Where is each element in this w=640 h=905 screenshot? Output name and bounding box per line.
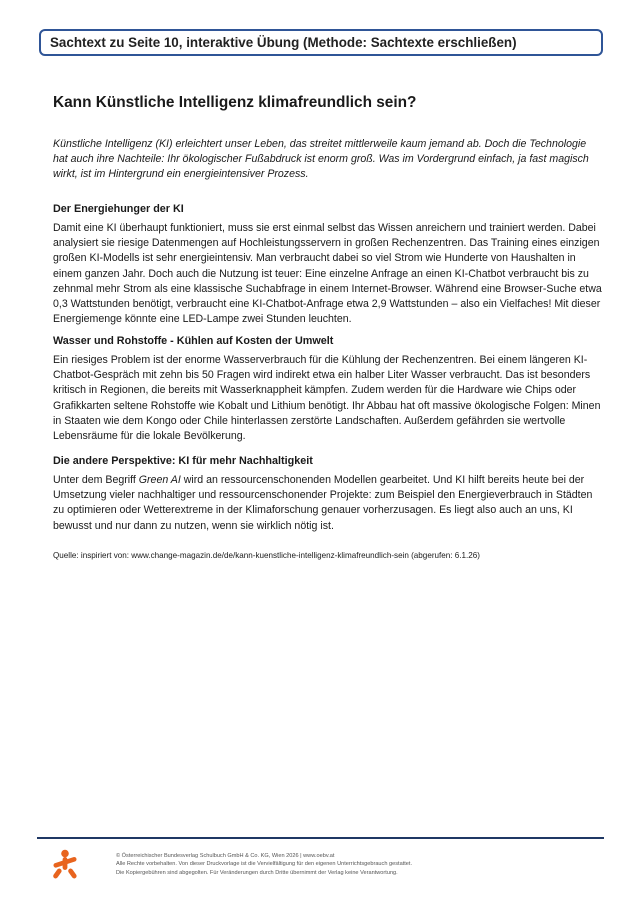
section-body-energy: Damit eine KI überhaupt funktioniert, muss sie erst einmal selbst das Wissen anreichern und trainiert werden. Dabei analysiert sie riesige Datenmengen auf Hochleistungsservern in großen Rechenzentren. Das Training eines einzigen großen KI-Modells ist sehr energieintensiv. Man verbraucht dabei so viel Strom wie Hunderte von Haushalten in einem ganzen Jahr. Doch auch die Nutzung ist teuer: Eine einzelne Anfrage an einen KI-Chatbot verbraucht bis zu zehnmal mehr Strom als eine klassische Suchabfrage in einem Internet-Browser. Während eine Browser-Suche etwa 0,3 Wattstunden benötigt, verbraucht eine KI-Chatbot-Anfrage etwa 2,9 Wattstunden – also ein Vielfaches! Mit dieser Energiemenge könnte eine LED-Lampe zwei Stunden leuchten. bbox=[53, 222, 602, 326]
section-body-perspective bbox=[53, 473, 603, 534]
section-heading-water: Wasser und Rohstoffe - Kühlen auf Kosten der Umwelt bbox=[53, 335, 334, 347]
article-title: Kann Künstliche Intelligenz klimafreundlich sein? bbox=[53, 94, 417, 111]
green-ai-term: Green AI bbox=[138, 474, 181, 486]
article-intro: Künstliche Intelligenz (KI) erleichtert unser Leben, das streitet mittlerweile kaum jemand ab. Doch die Technologie hat auch ihre Nachteile: Ihr ökologischer Fußabdruck ist enorm groß. Was im Vordergrund einfach, ja fast magisch wirkt, ist im Hintergrund ein energieintensiver Prozess. bbox=[53, 138, 589, 181]
footer-disclaimer: Die Kopiergebühren sind abgegolten. Für Veränderungen durch Dritte übernimmt der Verlag keine Verantwortung. bbox=[116, 869, 398, 876]
perspective-text-start: Unter dem Begriff bbox=[53, 474, 139, 486]
section-body-water: Ein riesiges Problem ist der enorme Wasserverbrauch für die Kühlung der Rechenzentren. Bei einem längeren KI-Chatbot-Gespräch mit zehn bis 50 Fragen wird indirekt etwa ein halber Liter Wasser verbraucht. Das ist besonders kritisch in Regionen, die bereits mit Wasserknappheit kämpfen. Zudem werden für die Hardware wie Chips oder Grafikkarten seltene Rohstoffe wie Kobalt und Lithium benötigt. Ihr Abbau hat oft massive ökologische Folgen: Minen in Staaten wie dem Kongo oder Chile hinterlassen zerstörte Landschaften. Außerdem gefährden sie wertvolle Lebensräume für die lokale Bevölkerung. bbox=[53, 354, 601, 443]
section-heading-energy: Der Energiehunger der KI bbox=[53, 203, 184, 215]
source-note bbox=[53, 551, 480, 560]
perspective-text-end: wird an ressourcenschonenden Modellen gearbeitet. Und KI hilft bereits heute bei der Umsetzung vieler nachhaltiger und ressourcenschonender Projekte: zum Beispiel den Energieverbrauch in Städten zu optimieren oder Wetterextreme in der Klimaforschung genauer vorherzusagen. Es liegt also auch an uns, KI bewusst und nur dann zu nutzen, wenn sie wirklich nötig ist. bbox=[53, 474, 593, 532]
section-heading-perspective: Die andere Perspektive: KI für mehr Nachhaltigkeit bbox=[53, 455, 313, 467]
header-box bbox=[39, 29, 603, 56]
footer-divider bbox=[37, 837, 604, 839]
footer-copyright: © Österreichischer Bundesverlag Schulbuch GmbH & Co. KG, Wien 2026 | www.oebv.at bbox=[116, 853, 335, 859]
footer-text bbox=[116, 852, 412, 877]
footer-rights: Alle Rechte vorbehalten. Von dieser Druckvorlage ist die Vervielfältigung für den eigenen Unterrichtsgebrauch gestattet. bbox=[116, 861, 413, 868]
header-title: Sachtext zu Seite 10, interaktive Übung (Methode: Sachtexte erschließen) bbox=[50, 35, 517, 50]
oebv-logo-icon bbox=[51, 849, 79, 879]
source-label: Quelle: bbox=[53, 551, 81, 560]
source-link: inspiriert von: www.change-magazin.de/de/kann-kuenstliche-intelligenz-klimafreundlich-sein (abgerufen: 6.1.26) bbox=[80, 551, 480, 560]
